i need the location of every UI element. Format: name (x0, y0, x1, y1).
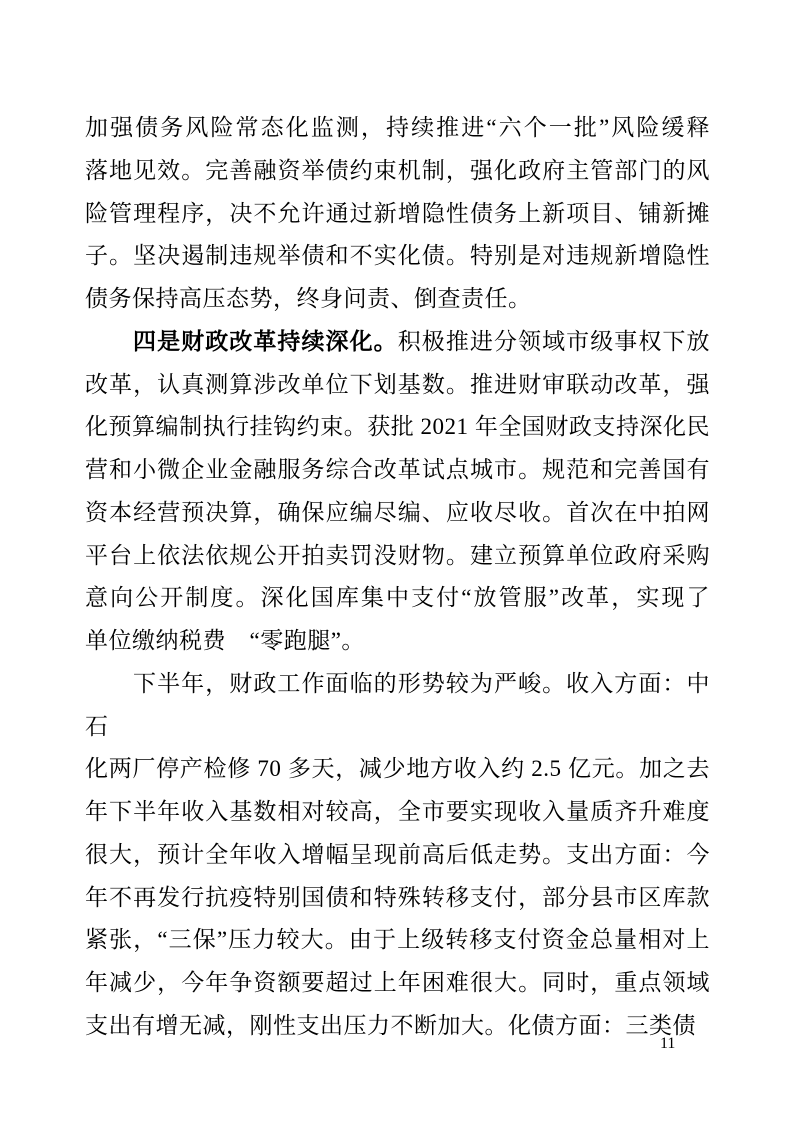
body-text: 加强债务风险常态化监测，持续推进“六个一批”风险缓释 (85, 115, 710, 140)
body-text: 平台上依法依规公开拍卖罚没财物。建立预算单位政府采购 (85, 542, 710, 568)
text-line (85, 193, 710, 236)
text-line (85, 791, 710, 834)
text-line (85, 577, 710, 620)
body-text: 意向公开制度。深化国库集中支付“放管服”改革，实现了 (85, 585, 710, 611)
body-text: 子。坚决遏制违规举债和不实化债。特别是对违规新增隐性 (85, 243, 710, 269)
body-text: 单位缴纳税费 “零跑腿”。 (85, 628, 365, 653)
body-text: 下半年，财政工作面临的形势较为严峻。收入方面：中石 (85, 670, 710, 739)
body-text: 积极推进分领域市级事权下放 (397, 328, 711, 354)
text-line (85, 748, 710, 791)
body-text: 营和小微企业金融服务综合改革试点城市。规范和完善国有 (85, 457, 710, 482)
text-line (85, 1005, 710, 1048)
body-text: 年下半年收入基数相对较高，全市要实现收入量质齐升难度 (85, 799, 710, 824)
text-line (85, 235, 710, 278)
body-text: 改革，认真测算涉改单位下划基数。推进财审联动改革，强 (85, 371, 710, 397)
body-text: 支出有增无减，刚性支出压力不断加大。化债方面：三类债 (85, 1012, 696, 1038)
body-text: 险管理程序，决不允许通过新增隐性债务上新项目、铺新摊 (85, 200, 710, 226)
bold-text: 四是财政改革持续深化。 (133, 328, 398, 354)
text-line (85, 107, 710, 150)
text-line (85, 150, 710, 193)
text-line (85, 919, 710, 962)
body-text: 化两厂停产检修 70 多天，减少地方收入约 2.5 亿元。加之去 (85, 756, 710, 782)
text-line (85, 535, 710, 578)
text-line (85, 278, 710, 321)
text-line (85, 877, 710, 920)
body-text: 紧张，“三保”压力较大。由于上级转移支付资金总量相对上 (85, 927, 710, 953)
body-text: 化预算编制执行挂钩约束。获批 2021 年全国财政支持深化民 (85, 414, 710, 440)
text-line (85, 364, 710, 407)
body-text: 年减少，今年争资额要超过上年困难很大。同时，重点领域 (85, 970, 710, 995)
body-text: 年不再发行抗疫特别国债和特殊转移支付，部分县市区库款 (85, 884, 710, 910)
text-line (85, 663, 710, 749)
body-text: 落地见效。完善融资举债约束机制，强化政府主管部门的风 (85, 157, 710, 183)
document-body (85, 107, 710, 1048)
text-line (85, 449, 710, 492)
text-line (85, 321, 710, 364)
body-text: 很大，预计全年收入增幅呈现前高后低走势。支出方面：今 (85, 841, 710, 867)
text-line (85, 620, 710, 663)
page-number: 11 (660, 1035, 676, 1052)
text-line (85, 834, 710, 877)
body-text: 资本经营预决算，确保应编尽编、应收尽收。首次在中拍网 (85, 499, 710, 525)
text-line (85, 406, 710, 449)
body-text: 债务保持高压态势，终身问责、倒查责任。 (85, 286, 532, 311)
text-line (85, 962, 710, 1005)
text-line (85, 492, 710, 535)
